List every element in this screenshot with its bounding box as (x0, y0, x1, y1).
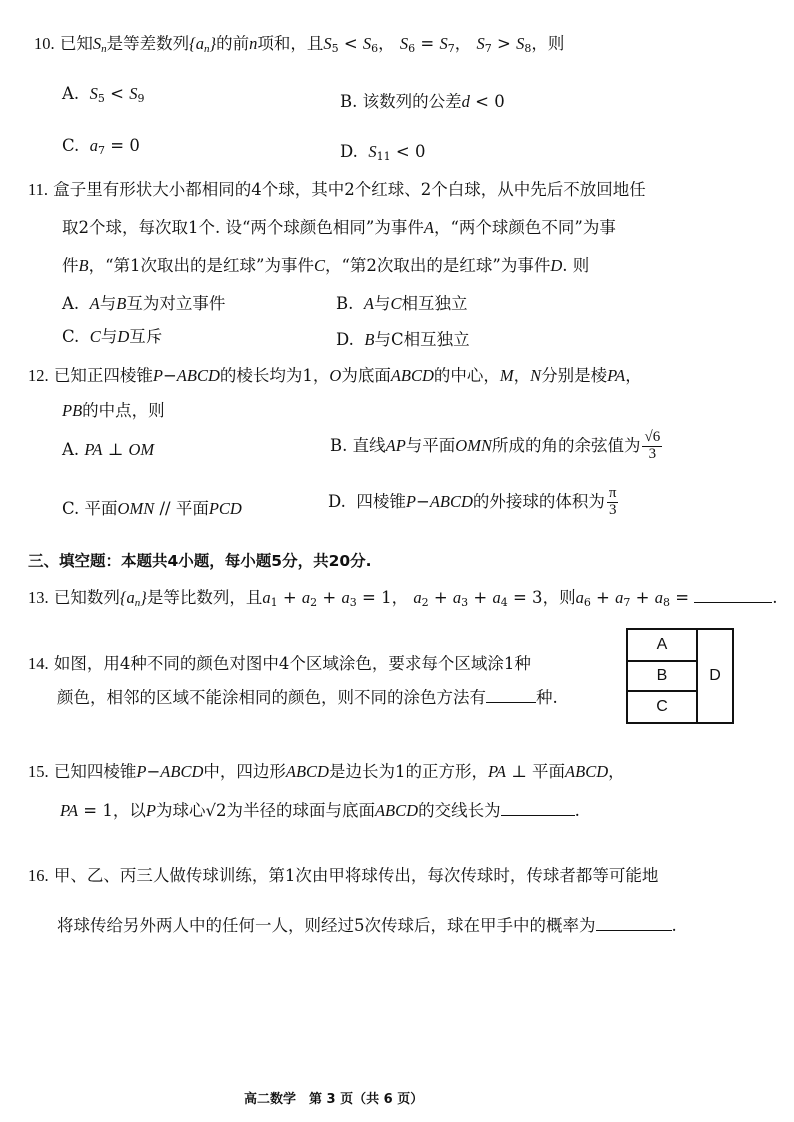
option-b-numerator: √6 (644, 429, 661, 445)
region-diagram (626, 628, 734, 724)
question-11-option-b: B. A与C相互独立 (336, 294, 468, 313)
question-13: 13. 已知数列$\{a_n\}$是等比数列，且$a_1 + a_2 + a_3 = 1$， $a_2 + a_3 + a_4 = 3$，则$a_6 + a_7 + a_8$ = . (28, 588, 778, 609)
question-10-option-b: B. 该数列的公差d < 0 (340, 92, 505, 111)
option-d-denominator: 3 (608, 501, 617, 518)
question-11-line-1: 11. 盒子里有形状大小都相同的4个球，其中2个红球、2个白球，从中先后不放回地任 (28, 180, 646, 199)
region-b: B (656, 667, 668, 684)
question-15-line-2: PA = 1，以P为球心√2为半径的球面与底面ABCD的交线长为 . (60, 801, 580, 820)
question-14-line-1: 14. 如图，用4种不同的颜色对图中4个区域涂色，要求每个区域涂1种 (28, 654, 531, 673)
question-11-option-a: A. A与B互为对立事件 (62, 294, 226, 313)
region-c: C (656, 698, 668, 715)
question-12-option-d: D. 四棱锥P−ABCD的外接球的体积为 $\frac{\pi}{3}$ (328, 485, 617, 518)
page-footer: 高二数学 第 3 页（共 6 页） (244, 1092, 424, 1107)
question-16-line-1: 16. 甲、乙、丙三人做传球训练，第1次由甲将球传出，每次传球时，传球者都等可能地 (28, 866, 659, 885)
question-10-option-d: D. $S_{11} < 0$ (340, 142, 426, 163)
section-3-title: 三、填空题：本题共4小题，每小题5分，共20分. (28, 552, 372, 570)
question-11-option-c: C. C与D互斥 (62, 327, 163, 346)
question-10-stem: 10. 已知$S_n$是等差数列$\{a_n\}$的前n项和，且$S_5 < S_6$， $S_6 = S_7$， $S_7 > S_8$，则 (34, 34, 565, 55)
answer-blank (596, 916, 672, 931)
question-15-line-1: 15. 已知四棱锥P−ABCD中，四边形ABCD是边长为1的正方形，PA ⊥ 平面ABCD， (28, 762, 625, 781)
question-11-line-2: 取2个球，每次取1个. 设“两个球颜色相同”为事件A，“两个球颜色不同”为事 (62, 218, 616, 237)
question-12-option-a: A. PA ⊥ OM (62, 440, 155, 459)
option-b-denominator: 3 (648, 445, 657, 462)
question-14-line-2: 颜色，相邻的区域不能涂相同的颜色，则不同的涂色方法有 种. (57, 688, 558, 707)
question-11-option-d: D. B与C相互独立 (336, 330, 470, 349)
question-10-option-a: A. $S_5 < S_9$ (62, 84, 145, 105)
question-12-line-2: PB的中点，则 (62, 401, 165, 420)
question-12-option-c: C. 平面OMN // 平面PCD (62, 499, 242, 518)
answer-blank (486, 688, 536, 703)
question-10-option-c: C. $a_7 = 0$ (62, 136, 140, 157)
question-12-option-b: B. 直线AP与平面OMN所成的角的余弦值为 $\frac{√6}{3}$ (330, 429, 661, 462)
question-16-line-2: 将球传给另外两人中的任何一人，则经过5次传球后，球在甲手中的概率为 . (57, 916, 677, 935)
region-a: A (656, 636, 668, 653)
region-d: D (709, 667, 721, 684)
answer-blank (694, 588, 772, 603)
question-12-line-1: 12. 已知正四棱锥P−ABCD的棱长均为1，O为底面ABCD的中心，M，N分别是棱PA， (28, 366, 642, 385)
question-11-line-3: 件B，“第1次取出的是红球”为事件C，“第2次取出的是红球”为事件D. 则 (62, 256, 590, 275)
option-d-numerator: π (608, 485, 617, 501)
answer-blank (501, 801, 575, 816)
